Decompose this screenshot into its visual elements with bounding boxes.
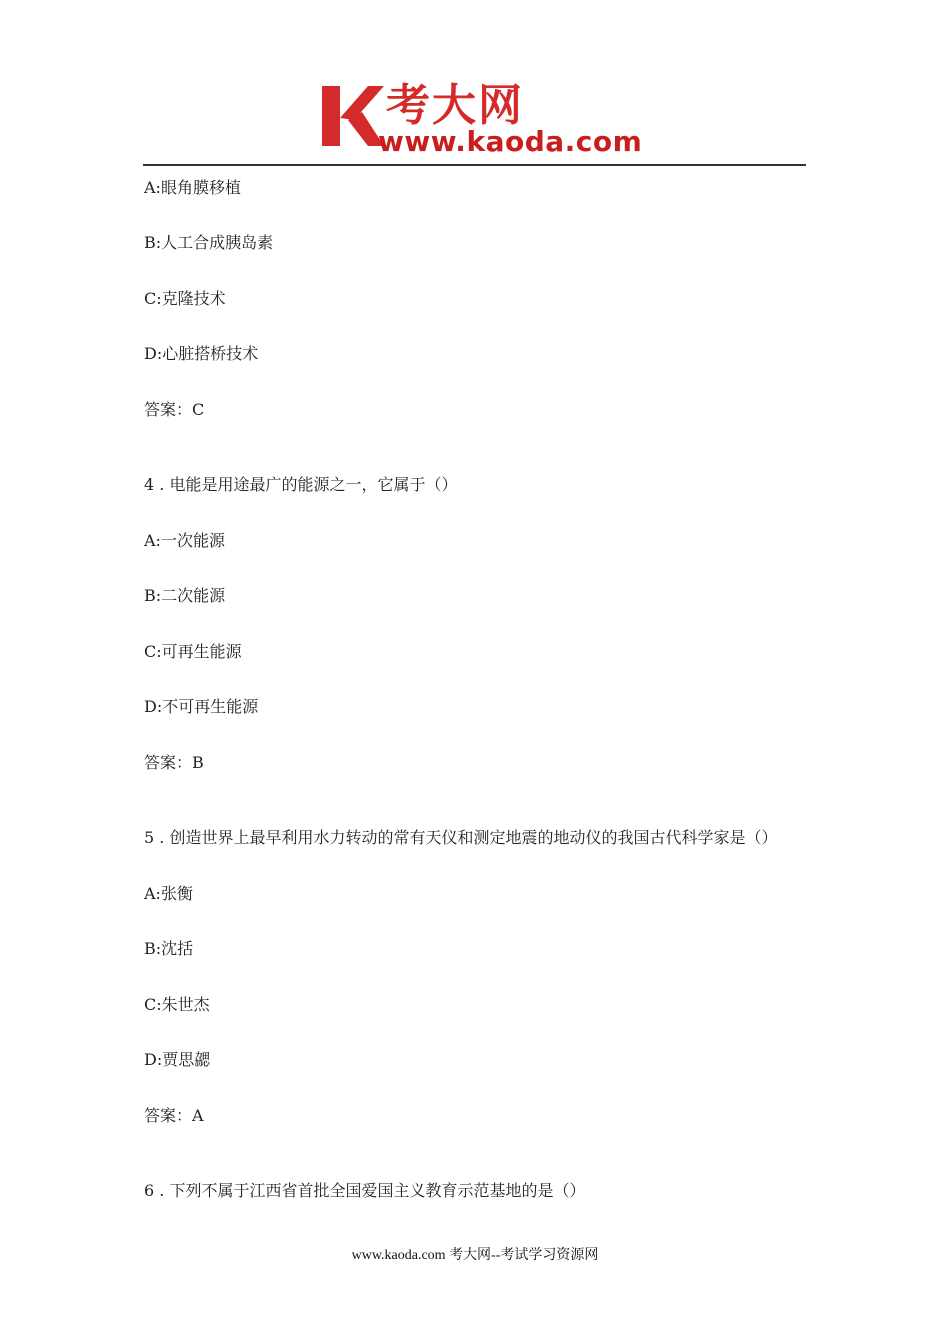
answer: 答案：B [144, 753, 204, 772]
option-a: A:眼角膜移植 [144, 178, 241, 197]
option-c: C:克隆技术 [144, 289, 226, 308]
option-c: C:朱世杰 [144, 995, 210, 1014]
option-d: D:心脏搭桥技术 [144, 344, 259, 363]
answer: 答案：A [144, 1106, 204, 1125]
logo-url: www.kaoda.com [378, 125, 643, 158]
question-4: 4 . 电能是用途最广的能源之一，它属于（） [144, 475, 458, 494]
logo-chinese-name: 考大网 [386, 80, 524, 131]
option-a: A:一次能源 [144, 531, 225, 550]
option-b: B:沈括 [144, 939, 194, 958]
answer: 答案：C [144, 400, 205, 419]
question-5: 5 . 创造世界上最早利用水力转动的常有天仪和测定地震的地动仪的我国古代科学家是（） [144, 828, 778, 847]
option-b: B:二次能源 [144, 586, 226, 605]
option-a: A:张衡 [144, 884, 193, 903]
k-logo-icon [318, 80, 384, 150]
header-divider [143, 164, 806, 166]
option-b: B:人工合成胰岛素 [144, 233, 274, 252]
option-c: C:可再生能源 [144, 642, 242, 661]
site-logo[interactable] [318, 80, 643, 160]
option-d: D:贾思勰 [144, 1050, 211, 1069]
footer-text: www.kaoda.com 考大网--考试学习资源网 [351, 1248, 599, 1263]
option-d: D:不可再生能源 [144, 697, 259, 716]
question-6: 6 . 下列不属于江西省首批全国爱国主义教育示范基地的是（） [144, 1181, 586, 1200]
